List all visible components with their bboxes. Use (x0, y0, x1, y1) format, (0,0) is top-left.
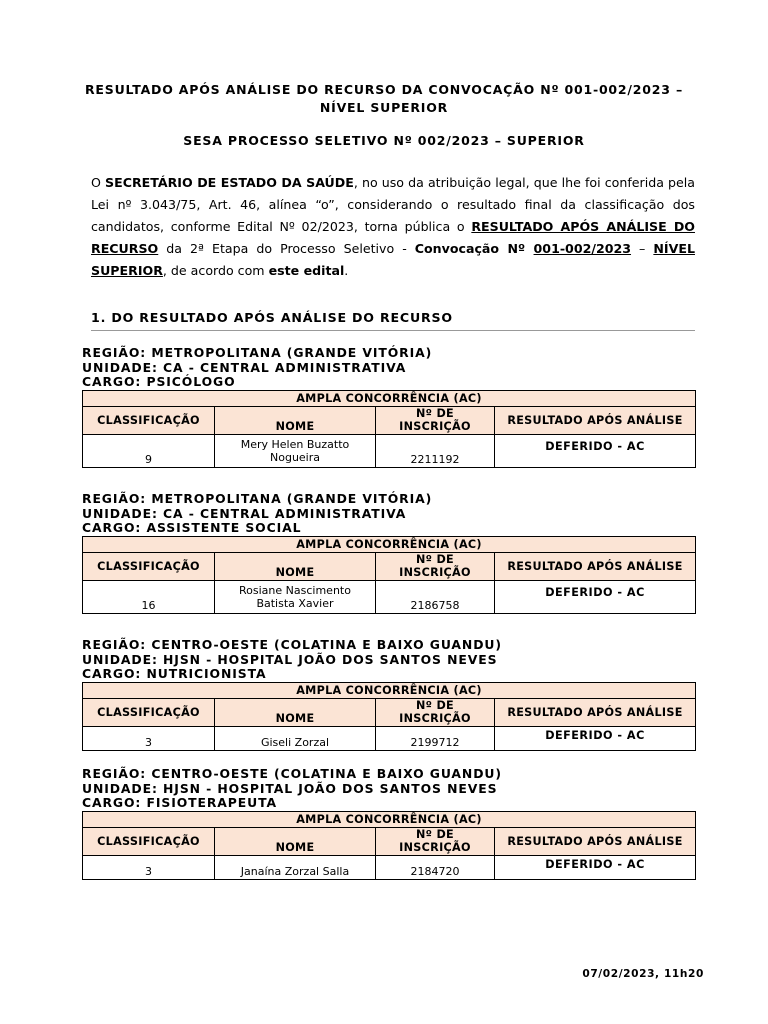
cell-classificacao: 16 (83, 580, 215, 613)
intro-text: , no uso da atribuição legal, que lhe foi conferida pela Lei nº 3.043/75, Art. 46, alínea “o”, considerando o resultado final da classificação dos candidatos, conforme Edital Nº 02/2023, torna pública o (91, 175, 695, 234)
col-resultado: RESULTADO APÓS ANÁLISE (495, 406, 696, 434)
intro-bold-edital: este edital (268, 263, 345, 278)
ac-header: AMPLA CONCORRÊNCIA (AC) (83, 390, 696, 406)
col-inscricao-line2: INSCRIÇÃO (399, 841, 471, 854)
document-title (60, 81, 708, 117)
result-table (82, 536, 696, 614)
result-block (82, 346, 695, 468)
intro-text: O (91, 175, 106, 190)
intro-text: da 2ª Etapa do Processo Seletivo - (158, 241, 415, 256)
cell-nome: Giseli Zorzal (215, 726, 376, 750)
document-subtitle: SESA PROCESSO SELETIVO Nº 002/2023 – SUPERIOR (183, 133, 585, 148)
col-inscricao (376, 406, 495, 434)
cell-nome-line2: Nogueira (270, 450, 320, 464)
col-inscricao (376, 698, 495, 726)
col-classificacao: CLASSIFICAÇÃO (83, 698, 215, 726)
regiao-label: REGIÃO: METROPOLITANA (GRANDE VITÓRIA) (82, 491, 433, 506)
cell-nome-line1: Rosiane Nascimento (239, 583, 351, 597)
col-nome: NOME (215, 827, 376, 855)
section-divider (91, 330, 695, 331)
ac-header: AMPLA CONCORRÊNCIA (AC) (83, 811, 696, 827)
result-block (82, 638, 695, 751)
col-inscricao (376, 827, 495, 855)
intro-text: – (631, 241, 654, 256)
col-nome: NOME (215, 552, 376, 580)
cell-inscricao: 2186758 (376, 580, 495, 613)
cell-classificacao: 9 (83, 434, 215, 467)
cell-inscricao: 2211192 (376, 434, 495, 467)
col-resultado: RESULTADO APÓS ANÁLISE (495, 552, 696, 580)
col-inscricao-line1: Nº DE (416, 407, 454, 420)
cell-resultado: DEFERIDO - AC (495, 726, 696, 750)
col-nome: NOME (215, 406, 376, 434)
intro-text: , de acordo com (162, 263, 269, 278)
col-inscricao-line2: INSCRIÇÃO (399, 420, 471, 433)
result-table (82, 682, 696, 751)
title-line-2: NÍVEL SUPERIOR (319, 100, 449, 115)
intro-bold-authority: SECRETÁRIO DE ESTADO DA SAÚDE (105, 175, 354, 190)
col-classificacao: CLASSIFICAÇÃO (83, 827, 215, 855)
cell-nome-line1: Mery Helen Buzatto (240, 437, 350, 451)
regiao-label: REGIÃO: CENTRO-OESTE (COLATINA E BAIXO GUANDU) (82, 766, 502, 781)
col-classificacao: CLASSIFICAÇÃO (83, 552, 215, 580)
intro-bold-result: RESULTADO APÓS ANÁLISE DO RECURSO (91, 219, 695, 256)
section-heading: 1. DO RESULTADO APÓS ANÁLISE DO RECURSO (91, 310, 453, 325)
ac-header: AMPLA CONCORRÊNCIA (AC) (83, 536, 696, 552)
col-inscricao-line2: INSCRIÇÃO (399, 712, 471, 725)
col-resultado: RESULTADO APÓS ANÁLISE (495, 827, 696, 855)
footer-date: 07/02/2023, 11h20 (582, 968, 704, 980)
result-block (82, 767, 695, 880)
unidade-label: UNIDADE: HJSN - HOSPITAL JOÃO DOS SANTOS NEVES (82, 780, 498, 796)
col-classificacao: CLASSIFICAÇÃO (83, 406, 215, 434)
col-inscricao (376, 552, 495, 580)
regiao-label: REGIÃO: CENTRO-OESTE (COLATINA E BAIXO GUANDU) (82, 637, 502, 652)
title-line-1: RESULTADO APÓS ANÁLISE DO RECURSO DA CONVOCAÇÃO Nº 001-002/2023 – (85, 82, 683, 97)
intro-text: . (344, 263, 349, 278)
cargo-label: CARGO: PSICÓLOGO (82, 374, 236, 389)
unidade-label: UNIDADE: HJSN - HOSPITAL JOÃO DOS SANTOS NEVES (82, 651, 498, 667)
result-table (82, 811, 696, 880)
cell-resultado: DEFERIDO - AC (495, 580, 696, 613)
cell-inscricao: 2184720 (376, 855, 495, 879)
unidade-label: UNIDADE: CA - CENTRAL ADMINISTRATIVA (82, 505, 407, 521)
col-resultado: RESULTADO APÓS ANÁLISE (495, 698, 696, 726)
intro-bold-convocacao: Convocação Nº (414, 241, 534, 256)
cell-classificacao: 3 (83, 855, 215, 879)
table-row (83, 434, 696, 467)
col-inscricao-line1: Nº DE (416, 699, 454, 712)
table-row (83, 580, 696, 613)
table-row (83, 726, 696, 750)
cell-nome-line2: Batista Xavier (256, 596, 334, 610)
cell-classificacao: 3 (83, 726, 215, 750)
col-inscricao-line1: Nº DE (416, 828, 454, 841)
cargo-label: CARGO: NUTRICIONISTA (82, 666, 267, 681)
intro-paragraph (91, 172, 695, 282)
col-inscricao-line1: Nº DE (416, 553, 454, 566)
ac-header: AMPLA CONCORRÊNCIA (AC) (83, 682, 696, 698)
cell-inscricao: 2199712 (376, 726, 495, 750)
col-nome: NOME (215, 698, 376, 726)
cell-resultado: DEFERIDO - AC (495, 434, 696, 467)
regiao-label: REGIÃO: METROPOLITANA (GRANDE VITÓRIA) (82, 345, 433, 360)
cell-resultado: DEFERIDO - AC (495, 855, 696, 879)
cell-nome: Janaína Zorzal Salla (215, 855, 376, 879)
cargo-label: CARGO: FISIOTERAPEUTA (82, 795, 277, 810)
result-block (82, 492, 695, 614)
cell-nome (215, 434, 376, 467)
cell-nome (215, 580, 376, 613)
result-table (82, 390, 696, 468)
cargo-label: CARGO: ASSISTENTE SOCIAL (82, 520, 302, 535)
intro-convocacao-number: 001-002/2023 (533, 241, 632, 256)
col-inscricao-line2: INSCRIÇÃO (399, 566, 471, 579)
unidade-label: UNIDADE: CA - CENTRAL ADMINISTRATIVA (82, 359, 407, 375)
intro-nivel-superior: NÍVEL SUPERIOR (91, 241, 695, 278)
table-row (83, 855, 696, 879)
